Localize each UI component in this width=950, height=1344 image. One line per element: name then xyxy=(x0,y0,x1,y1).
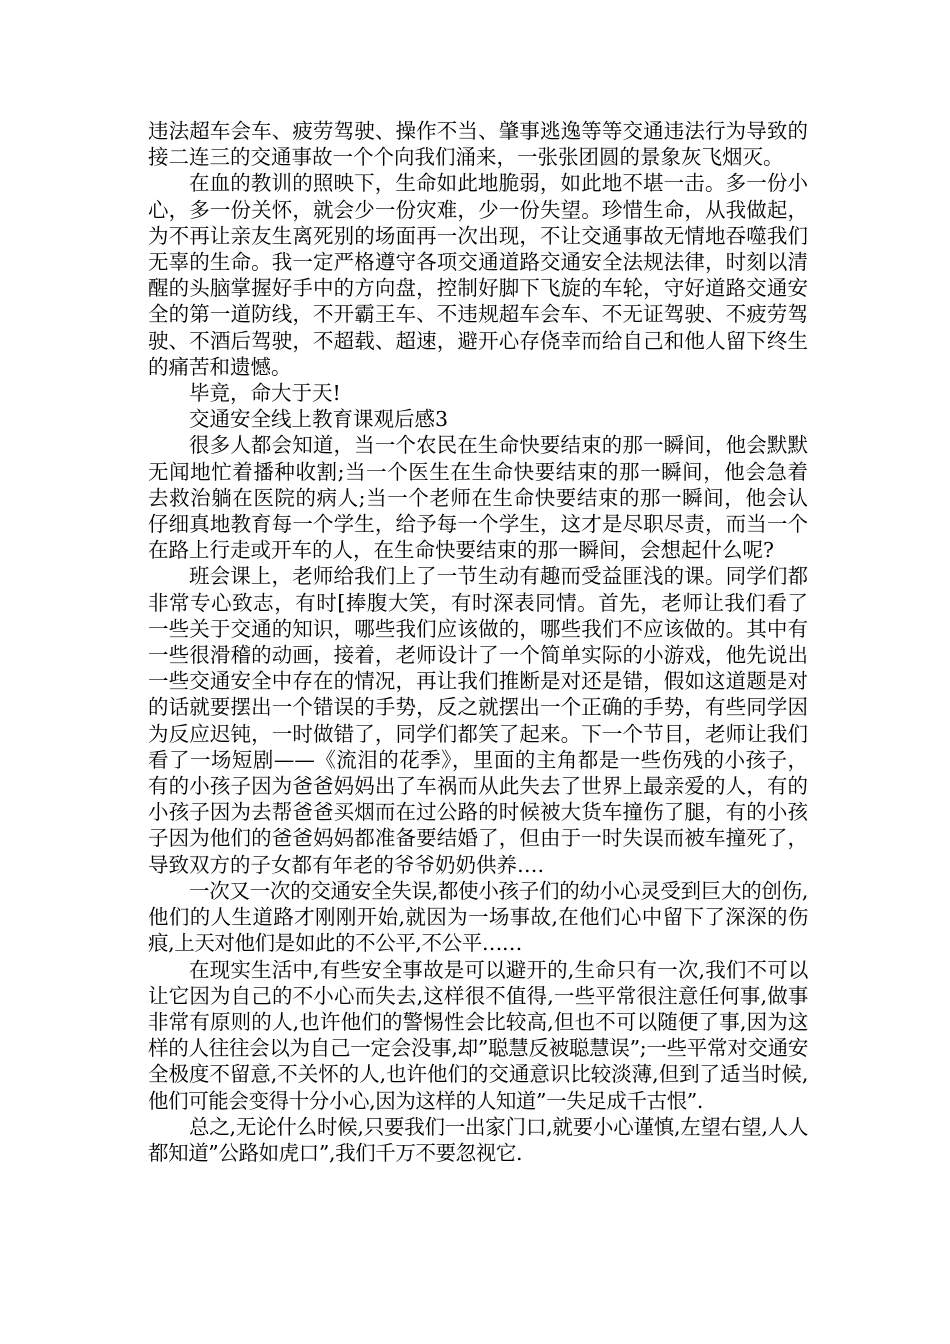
document-page xyxy=(148,118,808,1166)
paragraph: 总之,无论什么时候,只要我们一出家门口,就要小心谨慎,左望右望,人人都知道”公路如虎口”,我们千万不要忽视它. xyxy=(148,1114,808,1165)
paragraph: 一次又一次的交通安全失误,都使小孩子们的幼小心灵受到巨大的创伤,他们的人生道路才刚刚开始,就因为一场事故,在他们心中留下了深深的伤痕,上天对他们是如此的不公平,不公平…… xyxy=(148,878,808,956)
paragraph: 很多人都会知道，当一个农民在生命快要结束的那一瞬间，他会默默无闻地忙着播种收割;当一个医生在生命快要结束的那一瞬间，他会急着去救治躺在医院的病人;当一个老师在生命快要结束的那一瞬间，他会认仔细真地教育每一个学生，给予每一个学生，这才是尽职尽责，而当一个在路上行走或开车的人，在生命快要结束的那一瞬间，会想起什么呢? xyxy=(148,433,808,563)
paragraph: 班会课上，老师给我们上了一节生动有趣而受益匪浅的课。同学们都非常专心致志，有时[捧腹大笑，有时深表同情。首先，老师让我们看了一些关于交通的知识，哪些我们应该做的，哪些我们不应该做的。其中有一些很滑稽的动画，接着，老师设计了一个简单实际的小游戏，他先说出一些交通安全中存在的情况，再让我们推断是对还是错，假如这道题是对的话就要摆出一个错误的手势，反之就摆出一个正确的手势，有些同学因为反应迟钝，一时做错了，同学们都笑了起来。下一个节目，老师让我们看了一场短剧——《流泪的花季》，里面的主角都是一些伤残的小孩子，有的小孩子因为爸爸妈妈出了车祸而从此失去了世界上最亲爱的人，有的小孩子因为去帮爸爸买烟而在过公路的时候被大货车撞伤了腿，有的小孩子因为他们的爸爸妈妈都准备要结婚了，但由于一时失误而被车撞死了，导致双方的子女都有年老的爷爷奶奶供养…. xyxy=(148,564,808,877)
paragraph-continued: 违法超车会车、疲劳驾驶、操作不当、肇事逃逸等等交通违法行为导致的接二连三的交通事故一个个向我们涌来，一张张团圆的景象灰飞烟灭。 xyxy=(148,119,808,170)
section-title: 交通安全线上教育课观后感3 xyxy=(189,407,449,432)
paragraph: 在血的教训的照映下，生命如此地脆弱，如此地不堪一击。多一份小心，多一份关怀，就会少一份灾难，少一份失望。珍惜生命，从我做起，为不再让亲友生离死别的场面再一次出现，不让交通事故无情地吞噬我们无辜的生命。我一定严格遵守各项交通道路交通安全法规法律，时刻以清醒的头脑掌握好手中的方向盘，控制好脚下飞旋的车轮，守好道路交通安全的第一道防线，不开霸王车、不违规超车会车、不无证驾驶、不疲劳驾驶、不酒后驾驶，不超载、超速，避开心存侥幸而给自己和他人留下终生的痛苦和遗憾。 xyxy=(148,171,808,379)
paragraph: 毕竟，命大于天! xyxy=(189,381,341,406)
paragraph: 在现实生活中,有些安全事故是可以避开的,生命只有一次,我们不可以让它因为自己的不小心而失去,这样很不值得,一些平常很注意任何事,做事非常有原则的人,也许他们的警惕性会比较高,但也不可以随便了事,因为这样的人往往会以为自己一定会没事,却”聪慧反被聪慧误”;一些平常对交通安全极度不留意,不关怀的人,也许他们的交通意识比较淡薄,但到了适当时候,他们可能会变得十分小心,因为这样的人知道”一失足成千古恨”. xyxy=(148,957,808,1113)
